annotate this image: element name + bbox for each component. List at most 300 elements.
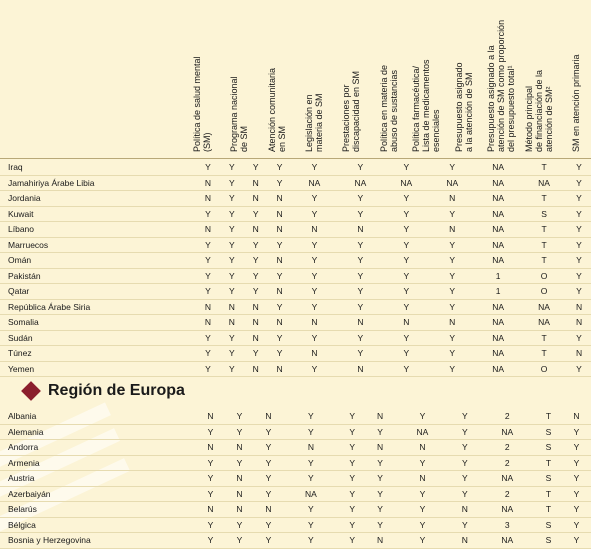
table-cell: N [366,440,395,456]
table-row [0,299,591,315]
table-cell: Y [562,502,591,518]
table-cell: Y [244,237,268,253]
table-cell: Y [337,284,383,300]
table-cell: Y [268,237,292,253]
table-cell: Y [429,253,475,269]
table-row [0,330,591,346]
table-cell: Y [292,268,338,284]
table-row [0,440,591,456]
table-cell: Y [562,471,591,487]
column-header: Política farmacéutica/ Lista de medicamentos esenciales [411,59,441,152]
table-cell: Y [450,471,479,487]
table-cell: Y [383,253,429,269]
table-cell: T [521,330,567,346]
country-name: Bélgica [0,517,196,533]
diamond-bullet-icon [21,381,41,401]
country-name: Albania [0,409,196,424]
table-cell: N [254,502,283,518]
table-cell: Y [567,330,591,346]
table-cell: 2 [479,455,535,471]
table-cell: Y [567,206,591,222]
table-cell: Y [244,206,268,222]
country-name: Túnez [0,346,196,362]
table-cell: N [429,191,475,207]
table-cell: Y [220,346,244,362]
column-header: Programa nacional de SM [229,76,249,152]
country-name: Bosnia y Herzegovina [0,533,196,549]
table-row [0,284,591,300]
table-cell: N [244,175,268,191]
table-cell: Y [254,533,283,549]
table-cell: O [521,268,567,284]
table-cell: Y [337,346,383,362]
table-cell: Y [268,330,292,346]
table-row [0,206,591,222]
table-cell: Y [567,237,591,253]
table-cell: Y [292,253,338,269]
table-cell: Y [337,299,383,315]
table-cell: Y [196,160,220,175]
table-cell: Y [220,253,244,269]
table-cell: Y [268,175,292,191]
country-name: Marruecos [0,237,196,253]
table-cell: N [337,222,383,238]
table-cell: NA [475,253,521,269]
table-cell: Y [429,160,475,175]
table-cell: NA [475,346,521,362]
table-cell: Y [283,471,339,487]
table-cell: Y [196,253,220,269]
table-cell: S [521,206,567,222]
table-cell: N [196,175,220,191]
table-cell: Y [383,330,429,346]
table-row [0,268,591,284]
table-cell: Y [225,533,254,549]
table-cell: Y [196,471,225,487]
table-cell: Y [283,424,339,440]
table-cell: Y [395,502,451,518]
table-cell: Y [562,533,591,549]
table-cell: T [521,191,567,207]
table-cell: N [244,191,268,207]
column-header: SM en atención primaria [571,54,581,152]
table-cell: Y [254,424,283,440]
column-header: Legislación en materia de SM [304,93,324,152]
country-name: Kuwait [0,206,196,222]
country-name: Sudán [0,330,196,346]
table-cell: Y [383,237,429,253]
table-cell: Y [562,455,591,471]
table-cell: N [225,502,254,518]
table-cell: Y [283,409,339,424]
table-cell: NA [475,330,521,346]
table-cell: 2 [479,486,535,502]
table-cell: Y [283,517,339,533]
table-row [0,517,591,533]
table-cell: Y [254,471,283,487]
table-cell: Y [220,361,244,377]
table-cell: N [450,502,479,518]
table-cell: T [535,409,562,424]
table-cell: Y [268,160,292,175]
table-cell: Y [339,424,366,440]
column-header: Atención comunitaria en SM [267,67,287,152]
table-row [0,191,591,207]
table-cell: Y [395,533,451,549]
table-cell: Y [268,346,292,362]
table-cell: Y [196,268,220,284]
table-cell: Y [244,253,268,269]
table-cell: Y [254,440,283,456]
table-row [0,315,591,331]
table-cell: 3 [479,517,535,533]
table-cell: T [521,222,567,238]
table-cell: 1 [475,268,521,284]
table-cell: Y [567,268,591,284]
table-cell: N [220,299,244,315]
table-cell: N [244,330,268,346]
table-cell: Y [292,206,338,222]
table-cell: Y [429,284,475,300]
table-cell: N [366,533,395,549]
table-cell: Y [244,160,268,175]
table-row [0,346,591,362]
table-cell: Y [220,284,244,300]
country-name: Pakistán [0,268,196,284]
table-cell: Y [292,330,338,346]
table-cell: Y [567,191,591,207]
table-cell: 2 [479,409,535,424]
table-cell: N [567,315,591,331]
country-name: Omán [0,253,196,269]
column-header: Presupuesto asignado a la atención de SM [454,62,474,152]
country-name: Andorra [0,440,196,456]
table-cell: N [225,486,254,502]
table-cell: N [196,502,225,518]
table-cell: Y [220,237,244,253]
table-cell: Y [567,284,591,300]
table-cell: Y [429,299,475,315]
table-cell: T [535,486,562,502]
table-cell: N [244,299,268,315]
table-cell: Y [244,268,268,284]
table-cell: Y [196,361,220,377]
table-cell: Y [220,160,244,175]
table-cell: Y [383,222,429,238]
table-cell: Y [196,237,220,253]
table-cell: Y [292,361,338,377]
table-cell: N [268,253,292,269]
table-cell: Y [450,486,479,502]
table-cell: N [268,191,292,207]
table-cell: N [244,361,268,377]
table-cell: NA [337,175,383,191]
table-cell: Y [450,455,479,471]
table-row [0,253,591,269]
table-cell: N [567,299,591,315]
table-cell: Y [339,455,366,471]
table-cell: Y [429,237,475,253]
table-row [0,175,591,191]
table-cell: N [268,206,292,222]
table-section-2 [0,409,591,549]
table-cell: O [521,284,567,300]
table-cell: Y [567,253,591,269]
table-cell: Y [383,206,429,222]
table-cell: N [196,299,220,315]
table-cell: NA [521,299,567,315]
table-cell: Y [450,424,479,440]
table-cell: Y [254,455,283,471]
table-cell: 2 [479,440,535,456]
column-header: Política en materia de abuso de sustancias [379,64,399,152]
table-cell: NA [475,237,521,253]
header-divider [0,158,591,159]
table-cell: Y [366,502,395,518]
table-cell: T [535,455,562,471]
table-row [0,486,591,502]
table-cell: N [383,315,429,331]
table-cell: Y [254,517,283,533]
table-cell: Y [225,424,254,440]
table-cell: N [268,222,292,238]
table-cell: NA [283,486,339,502]
table-row [0,237,591,253]
table-cell: NA [479,471,535,487]
table-cell: N [567,346,591,362]
table-cell: Y [220,175,244,191]
table-row [0,222,591,238]
table-cell: NA [521,315,567,331]
table-cell: Y [562,486,591,502]
table-cell: Y [339,533,366,549]
table-cell: S [535,533,562,549]
table-cell: NA [475,206,521,222]
table-cell: Y [225,517,254,533]
table-cell: Y [383,191,429,207]
table-cell: Y [292,284,338,300]
table-cell: S [535,440,562,456]
table-row [0,361,591,377]
table-cell: T [521,160,567,175]
table-cell: NA [479,424,535,440]
table-cell: Y [220,222,244,238]
table-cell: Y [196,424,225,440]
table-cell: Y [225,455,254,471]
table-cell: Y [196,533,225,549]
column-header: Política de salud mental (SM) [192,56,212,152]
table-cell: Y [383,284,429,300]
table-cell: NA [475,361,521,377]
table-cell: N [429,222,475,238]
table-cell: Y [429,361,475,377]
table-cell: Y [395,409,451,424]
table-cell: Y [383,160,429,175]
table-cell: Y [244,284,268,300]
table-cell: Y [283,502,339,518]
table-cell: NA [475,315,521,331]
table-cell: NA [521,175,567,191]
table-cell: Y [339,409,366,424]
table-cell: Y [220,330,244,346]
table-cell: Y [337,160,383,175]
table-cell: NA [475,222,521,238]
table-cell: NA [429,175,475,191]
table-cell: Y [220,206,244,222]
country-name: Armenia [0,455,196,471]
table-cell: N [196,222,220,238]
table-cell: N [268,284,292,300]
table-row [0,160,591,175]
table-cell: N [196,315,220,331]
country-name: Austria [0,471,196,487]
table-cell: Y [567,361,591,377]
table-cell: Y [567,222,591,238]
table-cell: Y [196,517,225,533]
region-title: Región de Europa [48,382,185,399]
table-cell: Y [339,517,366,533]
country-name: Belarús [0,502,196,518]
table-cell: Y [220,191,244,207]
country-name: Jordania [0,191,196,207]
table-cell: O [521,361,567,377]
table-cell: NA [475,160,521,175]
table-cell: N [254,409,283,424]
table-cell: N [395,440,451,456]
table-cell: Y [567,175,591,191]
table-cell: N [450,533,479,549]
table-cell: Y [429,346,475,362]
table-cell: N [196,440,225,456]
table-cell: Y [339,486,366,502]
table-cell: Y [366,471,395,487]
table-row [0,424,591,440]
table-cell: Y [283,455,339,471]
table-cell: Y [562,440,591,456]
table-cell: N [337,315,383,331]
table-cell: Y [292,237,338,253]
table-cell: Y [366,424,395,440]
table-cell: Y [337,253,383,269]
table-section-1 [0,160,591,377]
table-cell: N [292,346,338,362]
table-cell: NA [383,175,429,191]
table-cell: Y [337,206,383,222]
country-name: Azerbaiyán [0,486,196,502]
column-headers [0,0,591,158]
table-cell: Y [429,268,475,284]
table-cell: Y [567,160,591,175]
table-cell: N [196,409,225,424]
table-cell: Y [450,409,479,424]
table-cell: Y [196,206,220,222]
table-cell: N [244,315,268,331]
table-cell: Y [383,346,429,362]
table-cell: Y [562,424,591,440]
table-cell: Y [196,330,220,346]
table-cell: Y [337,330,383,346]
table-cell: Y [220,268,244,284]
table-cell: S [535,517,562,533]
table-cell: Y [383,299,429,315]
table-row [0,502,591,518]
table-cell: N [292,315,338,331]
table-cell: Y [244,346,268,362]
table-cell: NA [292,175,338,191]
table-cell: Y [450,517,479,533]
table-cell: Y [337,191,383,207]
table-cell: NA [475,299,521,315]
table-cell: Y [395,517,451,533]
table-cell: N [196,191,220,207]
table-cell: Y [292,160,338,175]
table-cell: N [292,222,338,238]
table-cell: T [521,237,567,253]
table-cell: Y [292,191,338,207]
table-row [0,533,591,549]
country-name: Somalia [0,315,196,331]
table-cell: NA [479,533,535,549]
table-cell: Y [268,299,292,315]
table-cell: T [535,502,562,518]
table-cell: NA [475,191,521,207]
table-cell: Y [562,517,591,533]
table-cell: Y [429,330,475,346]
table-cell: N [225,440,254,456]
country-name: Líbano [0,222,196,238]
table-cell: N [220,315,244,331]
country-name: Qatar [0,284,196,300]
region-heading [24,380,185,402]
table-cell: Y [254,486,283,502]
table-cell: Y [450,440,479,456]
table-cell: N [395,471,451,487]
table-cell: Y [337,268,383,284]
table-cell: Y [395,486,451,502]
table-cell: Y [196,486,225,502]
table-cell: Y [366,486,395,502]
table-cell: Y [292,299,338,315]
country-name: República Árabe Siria [0,299,196,315]
country-name: Jamahiriya Árabe Libia [0,175,196,191]
table-cell: Y [268,268,292,284]
table-cell: N [337,361,383,377]
table-cell: Y [339,440,366,456]
table-cell: N [268,315,292,331]
column-header: Prestaciones por discapacidad en SM [341,70,361,152]
table-row [0,471,591,487]
table-cell: Y [196,284,220,300]
table-cell: Y [339,502,366,518]
table-cell: N [429,315,475,331]
table-cell: N [268,361,292,377]
table-cell: Y [196,455,225,471]
table-cell: T [521,346,567,362]
table-cell: Y [339,471,366,487]
table-cell: Y [383,268,429,284]
table-row [0,455,591,471]
table-cell: N [366,409,395,424]
table-cell: N [244,222,268,238]
country-name: Yemen [0,361,196,377]
table-cell: NA [475,175,521,191]
table-cell: S [535,424,562,440]
table-cell: Y [196,346,220,362]
table-cell: Y [366,455,395,471]
table-cell: S [535,471,562,487]
table-cell: N [283,440,339,456]
table-cell: N [225,471,254,487]
